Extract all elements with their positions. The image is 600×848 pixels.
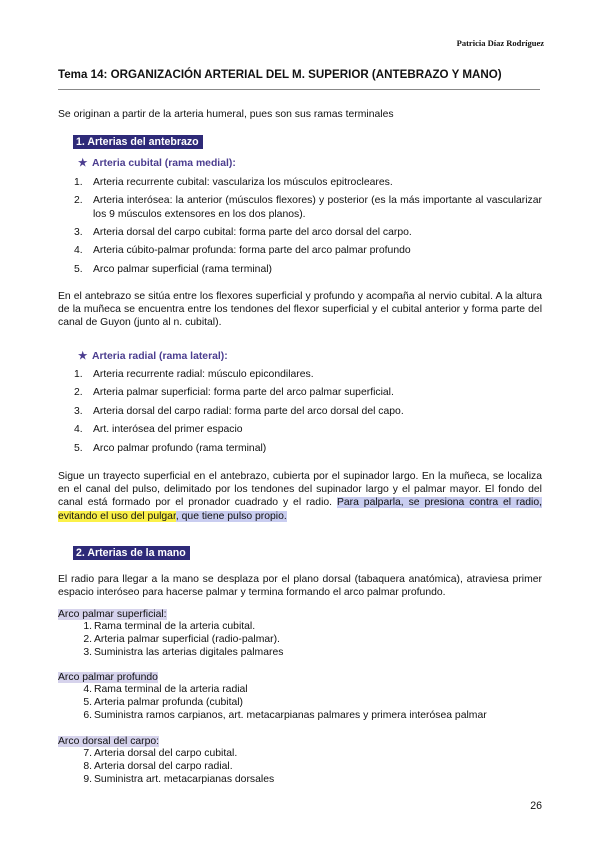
item-text: Arteria dorsal del carpo cubital. [94, 748, 238, 759]
group-label-arco-palmar-profundo [58, 671, 158, 684]
highlighted-text: Para palparla, se presiona contra el radio, [336, 497, 542, 509]
page-number: 26 [530, 800, 542, 812]
item-text: Arteria recurrente radial: músculo epicondilares. [93, 369, 314, 380]
item-text: Arco palmar superficial (rama terminal) [93, 263, 273, 275]
subsection-arteria-radial [78, 350, 228, 362]
item-text: Arteria cúbito-palmar profunda: forma parte del arco palmar profundo [93, 245, 411, 257]
item-text: Suministra art. metacarpianas dorsales [94, 773, 275, 785]
list-item [74, 748, 274, 761]
item-number: 2. [74, 195, 83, 207]
item-text: Arteria palmar superficial: forma parte del arco palmar superficial. [93, 387, 394, 399]
item-number: 8. [83, 760, 92, 772]
subsection-title: Arteria cubital (rama medial): [92, 158, 236, 169]
item-number: 5. [74, 442, 83, 454]
item-text: Arteria palmar profunda (cubital) [94, 696, 244, 708]
cubital-paragraph: En el antebrazo se sitúa entre los flexores superficial y profundo y acompaña al nervio cubital. A la altura de la muñeca se encuentra entre los tendones del flexor superficial y el cubital anterior y forma parte del canal de Guyon (junto al n. cubital). [58, 291, 542, 329]
list-item [74, 244, 542, 257]
list-item [74, 647, 283, 660]
group-label-arco-palmar-superficial [58, 608, 167, 621]
arco-dorsal-del-carpo-list [74, 748, 274, 787]
star-icon: ★ [78, 158, 88, 169]
item-number: 7. [83, 748, 92, 759]
list-item [74, 423, 542, 436]
list-item [74, 684, 487, 697]
item-text: Arteria interósea: la anterior (músculos flexores) y posterior (es la más importante al vascularizar los 9 músculos extensores en los dos planos). [93, 195, 542, 220]
radial-list [74, 368, 542, 460]
item-number: 4. [74, 245, 83, 257]
list-item [74, 634, 283, 647]
item-text: Arteria recurrente cubital: vasculariza los músculos epitrocleares. [93, 177, 393, 188]
arco-palmar-superficial-list [74, 621, 283, 660]
section-heading-mano: 2. Arterias de la mano [73, 546, 190, 560]
intro-paragraph: Se originan a partir de la arteria humeral, pues son sus ramas terminales [58, 109, 394, 120]
item-number: 6. [83, 709, 92, 721]
list-item [74, 697, 487, 710]
item-text: Arteria palmar superficial (radio-palmar). [94, 633, 280, 645]
page-title: Tema 14: ORGANIZACIÓN ARTERIAL DEL M. SUPERIOR (ANTEBRAZO Y MANO) [58, 68, 502, 81]
subsection-title: Arteria radial (rama lateral): [92, 351, 228, 362]
list-item [74, 761, 274, 774]
list-item [74, 442, 542, 455]
highlighted-text-yellow: evitando el uso del pulgar [58, 510, 176, 522]
item-number: 3. [83, 646, 92, 658]
group-label-text: Arco dorsal del carpo: [58, 736, 160, 747]
group-label-text: Arco palmar superficial: [58, 609, 167, 620]
item-number: 1. [74, 177, 83, 188]
item-text: Arteria dorsal del carpo radial: forma parte del arco dorsal del capo. [93, 405, 404, 417]
item-text: Suministra ramos carpianos, art. metacarpianas palmares y primera interósea palmar [94, 709, 487, 721]
item-text: Art. interósea del primer espacio [93, 424, 243, 436]
list-item [74, 386, 542, 399]
list-item [74, 368, 542, 381]
item-number: 5. [74, 263, 83, 275]
radial-paragraph [58, 470, 542, 523]
list-item [74, 176, 542, 189]
item-number: 4. [83, 684, 92, 695]
item-number: 3. [74, 226, 83, 238]
group-label-text: Arco palmar profundo [58, 672, 158, 683]
item-text: Rama terminal de la arteria cubital. [94, 621, 256, 632]
item-number: 9. [83, 773, 92, 785]
item-number: 2. [83, 633, 92, 645]
section-heading-antebrazo: 1. Arterias del antebrazo [73, 135, 203, 149]
title-divider [58, 89, 540, 90]
list-item [74, 226, 542, 239]
item-number: 1. [74, 369, 83, 380]
list-item [74, 710, 487, 723]
arco-palmar-profundo-list [74, 684, 487, 723]
item-text: Arteria dorsal del carpo radial. [94, 760, 233, 772]
cubital-list [74, 176, 542, 281]
item-text: Suministra las arterias digitales palmares [94, 646, 284, 658]
item-number: 4. [74, 424, 83, 436]
list-item [74, 621, 283, 634]
item-number: 5. [83, 696, 92, 708]
author-header: Patricia Díaz Rodríguez [456, 38, 544, 48]
star-icon: ★ [78, 351, 88, 362]
highlighted-text: , que tiene pulso propio. [175, 510, 287, 522]
list-item [74, 405, 542, 418]
item-text: Rama terminal de la arteria radial [94, 684, 248, 695]
item-number: 3. [74, 405, 83, 417]
item-text: Arco palmar profundo (rama terminal) [93, 442, 267, 454]
item-number: 2. [74, 387, 83, 399]
subsection-arteria-cubital [78, 157, 236, 169]
mano-paragraph: El radio para llegar a la mano se desplaza por el plano dorsal (tabaquera anatómica), atraviesa primer espacio interóseo para hacerse palmar y termina formando el arco palmar profundo. [58, 574, 542, 599]
item-text: Arteria dorsal del carpo cubital: forma parte del arco dorsal del carpo. [93, 226, 412, 238]
list-item [74, 263, 542, 276]
group-label-arco-dorsal-del-carpo [58, 735, 159, 748]
list-item [74, 774, 274, 787]
item-number: 1. [83, 621, 92, 632]
list-item [74, 194, 542, 220]
paragraph-text: Sigue un trayecto superficial en el antebrazo, cubierta por el supinador largo. En la muñeca, se localiza en el canal del pulso, delimitado por los tendones del supinador largo y el palmar mayor. El fondo del canal está formado por el pronador cuadrado y el radio. [58, 471, 542, 509]
